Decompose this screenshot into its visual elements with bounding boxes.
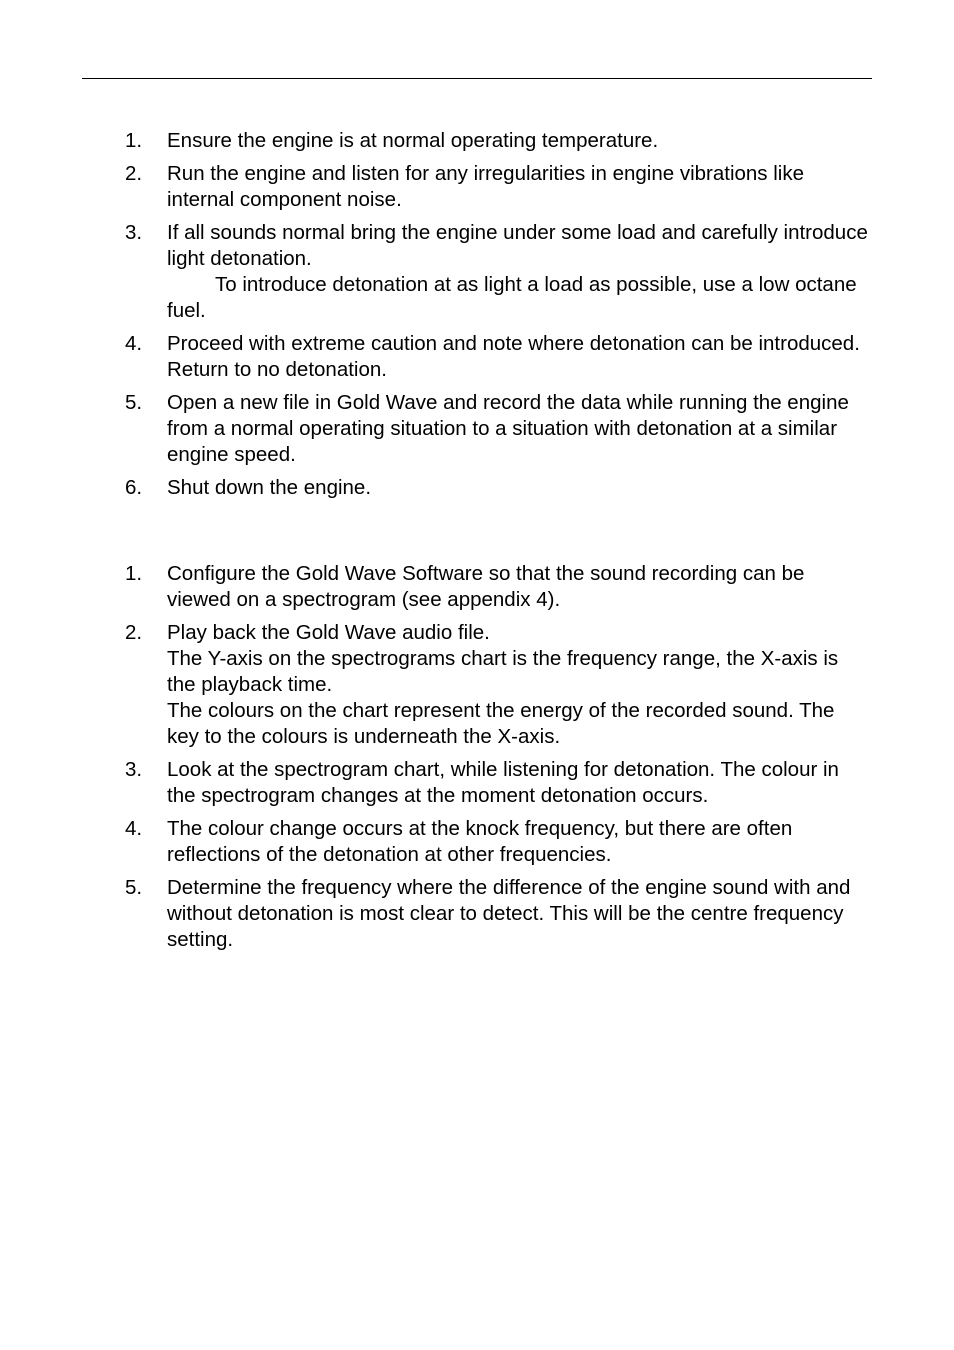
step-number: 4. bbox=[125, 817, 143, 840]
list-item bbox=[0, 757, 869, 809]
list-item bbox=[0, 128, 869, 154]
list-item bbox=[0, 390, 869, 468]
procedure-list-analysis bbox=[0, 561, 954, 960]
step-note: The Y-axis on the spectrograms chart is the frequency range, the X-axis is the playback time. bbox=[167, 647, 839, 696]
list-item bbox=[0, 561, 869, 613]
step-text: Play back the Gold Wave audio file. bbox=[167, 621, 490, 644]
step-text: Ensure the engine is at normal operating temperature. bbox=[167, 129, 659, 152]
list-item bbox=[0, 816, 869, 868]
step-number: 5. bbox=[125, 391, 143, 414]
step-number: 2. bbox=[125, 162, 143, 185]
step-number: 1. bbox=[125, 562, 143, 585]
list-item bbox=[0, 475, 869, 501]
step-text: Configure the Gold Wave Software so that the sound recording can be viewed on a spectrogram (see appendix 4). bbox=[167, 562, 805, 611]
step-number: 2. bbox=[125, 621, 143, 644]
step-text: If all sounds normal bring the engine under some load and carefully introduce light detonation. bbox=[167, 221, 868, 270]
header-rule bbox=[82, 78, 872, 79]
step-number: 5. bbox=[125, 876, 143, 899]
step-note: The colours on the chart represent the energy of the recorded sound. The key to the colours is underneath the X-axis. bbox=[167, 699, 835, 748]
step-text: Look at the spectrogram chart, while listening for detonation. The colour in the spectrogram changes at the moment detonation occurs. bbox=[167, 758, 839, 807]
step-number: 4. bbox=[125, 332, 143, 355]
step-text: Proceed with extreme caution and note where detonation can be introduced. Return to no detonation. bbox=[167, 332, 860, 381]
step-text: Determine the frequency where the difference of the engine sound with and without detonation is most clear to detect. This will be the centre frequency setting. bbox=[167, 876, 851, 951]
list-item bbox=[0, 220, 869, 324]
step-text: Open a new file in Gold Wave and record the data while running the engine from a normal operating situation to a situation with detonation at a similar engine speed. bbox=[167, 391, 849, 466]
step-text: The colour change occurs at the knock frequency, but there are often reflections of the detonation at other frequencies. bbox=[167, 817, 793, 866]
step-text: Shut down the engine. bbox=[167, 476, 372, 499]
step-text: Run the engine and listen for any irregularities in engine vibrations like internal component noise. bbox=[167, 162, 805, 211]
list-item bbox=[0, 331, 869, 383]
step-number: 3. bbox=[125, 758, 143, 781]
step-number: 6. bbox=[125, 476, 143, 499]
list-item bbox=[0, 620, 869, 750]
step-number: 3. bbox=[125, 221, 143, 244]
procedure-list-recording bbox=[0, 128, 954, 508]
step-note: To introduce detonation at as light a load as possible, use a low octane fuel. bbox=[167, 273, 857, 322]
list-item bbox=[0, 875, 869, 953]
step-number: 1. bbox=[125, 129, 143, 152]
list-item bbox=[0, 161, 869, 213]
